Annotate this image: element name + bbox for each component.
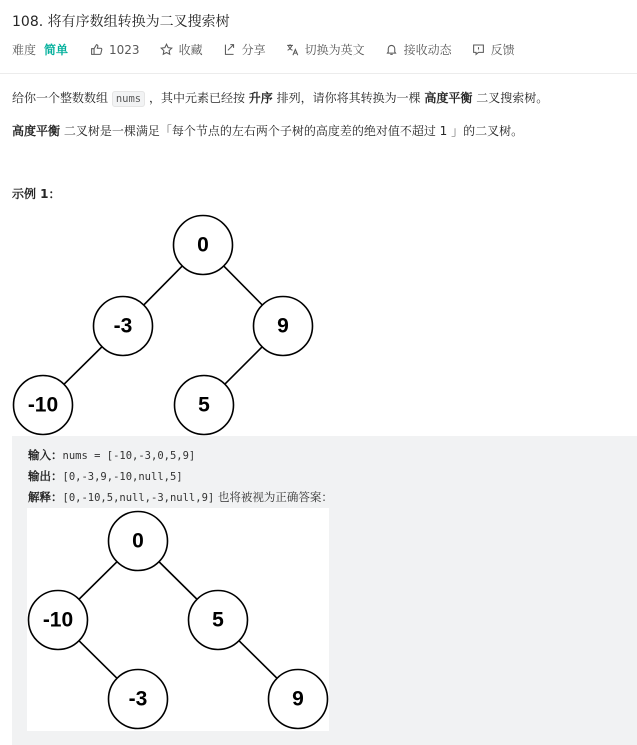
- svg-text:-3: -3: [128, 687, 148, 711]
- share-button[interactable]: [223, 41, 266, 58]
- feedback-button[interactable]: [472, 41, 515, 58]
- translate-icon: [286, 43, 299, 56]
- svg-text:-10: -10: [42, 608, 74, 632]
- example-1-code-block: [12, 436, 637, 745]
- svg-text:5: 5: [198, 393, 210, 417]
- description-paragraph-1: 给你一个整数数组 nums ，其中元素已经按 升序 排列，请你将其转换为一棵 高度平衡 二叉搜索树。: [12, 91, 549, 105]
- difficulty-badge: 简单: [44, 43, 69, 57]
- description-paragraph-2: 高度平衡 二叉树是一棵满足「每个节点的左右两个子树的高度差的绝对值不超过 1 」的二叉树。: [12, 124, 524, 138]
- svg-text:0: 0: [132, 529, 144, 553]
- alt-tree-node-root: [109, 512, 168, 571]
- tree-node-root: [174, 216, 233, 275]
- translate-label: 切换为英文: [304, 43, 365, 57]
- bell-icon: [385, 43, 398, 56]
- example-output-line: 输出：[0,-3,9,-10,null,5]: [28, 469, 183, 483]
- tree-node-left: [94, 297, 153, 356]
- alt-tree-node-left: [29, 591, 88, 650]
- problem-title: 108. 将有序数组转换为二叉搜索树: [12, 14, 230, 30]
- difficulty-label: 难度: [12, 43, 37, 57]
- star-icon: [160, 43, 173, 56]
- svg-text:9: 9: [292, 687, 304, 711]
- alt-tree-diagram: [27, 508, 329, 731]
- inline-code-nums: nums: [112, 91, 145, 107]
- svg-text:-3: -3: [113, 314, 133, 338]
- favorite-button[interactable]: [160, 41, 203, 58]
- favorite-label: 收藏: [178, 43, 203, 57]
- example-input-line: 输入：nums = [-10,-3,0,5,9]: [28, 448, 196, 462]
- share-icon: [223, 43, 236, 56]
- tree-node-right-left: [175, 376, 234, 435]
- alt-tree-node-right-right: [269, 670, 328, 729]
- svg-text:9: 9: [277, 314, 289, 338]
- problem-meta-bar: [12, 41, 535, 58]
- svg-text:5: 5: [212, 608, 224, 632]
- like-count: 1023: [109, 42, 140, 57]
- feedback-icon: [472, 43, 485, 56]
- tree-node-right: [254, 297, 313, 356]
- like-button[interactable]: [90, 43, 140, 57]
- example-1-tree-diagram: [0, 205, 340, 437]
- translate-button[interactable]: [286, 41, 365, 58]
- tree-node-left-left: [14, 376, 73, 435]
- example-explanation-line: 解释：[0,-10,5,null,-3,null,9] 也将被视为正确答案：: [28, 490, 333, 504]
- svg-text:-10: -10: [27, 393, 59, 417]
- svg-text:0: 0: [197, 233, 209, 257]
- header-divider: [0, 73, 637, 74]
- subscribe-button[interactable]: [385, 41, 452, 58]
- thumbs-up-icon: [90, 43, 103, 56]
- alt-tree-node-left-right: [109, 670, 168, 729]
- alt-tree-node-right: [189, 591, 248, 650]
- feedback-label: 反馈: [490, 43, 515, 57]
- subscribe-label: 接收动态: [403, 43, 452, 57]
- example-1-alt-tree-image: [27, 508, 329, 731]
- share-label: 分享: [241, 43, 266, 57]
- example-1-title: 示例 1：: [12, 187, 61, 201]
